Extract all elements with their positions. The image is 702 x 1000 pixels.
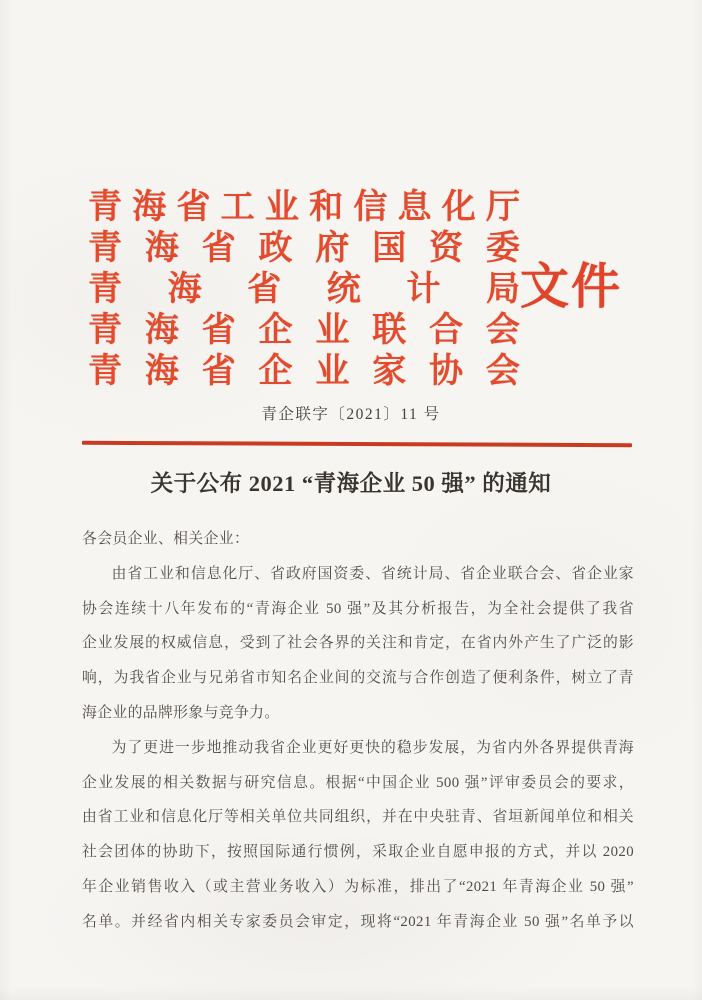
body-line: 海企业的品牌形象与竞争力。 xyxy=(82,704,280,721)
letterhead-org-line-4: 青 海 省 企 业 联 合 会 xyxy=(88,312,520,349)
red-separator-line xyxy=(82,441,632,447)
body-line: 企业发展的相关数据与研究信息。根据“中国企业 500 强”评审委员会的要求， xyxy=(82,774,634,791)
body-line: 名单。并经省内相关专家委员会审定，现将“2021 年青海企业 50 强”名单予以 xyxy=(82,913,634,930)
notice-title: 关于公布 2021 “青海企业 50 强” 的通知 xyxy=(150,471,552,496)
body-line: 社会团体的协助下，按照国际通行惯例，采取企业自愿申报的方式，并以 2020 xyxy=(82,844,634,861)
salutation-line: 各会员企业、相关企业： xyxy=(82,531,250,547)
body-line: 年企业销售收入（或主营业务收入）为标准，排出了“2021 年青海企业 50 强” xyxy=(82,878,634,895)
letterhead-org-line-3: 青 海 省 统 计 局 xyxy=(88,271,520,308)
body-line: 协会连续十八年发布的“青海企业 50 强”及其分析报告，为全社会提供了我省 xyxy=(82,600,634,617)
body-line: 由省工业和信息化厅等相关单位共同组织，并在中央驻青、省垣新闻单位和相关 xyxy=(82,809,634,826)
body-line: 响，为我省企业与兄弟省市知名企业间的交流与合作创造了便利条件，树立了青 xyxy=(82,670,634,687)
body-line: 由省工业和信息化厅、省政府国资委、省统计局、省企业联合会、省企业家 xyxy=(111,565,634,582)
letterhead xyxy=(88,183,520,388)
notice-body xyxy=(82,522,634,940)
doc-type-label: 文件 xyxy=(520,259,623,314)
body-line: 为了更进一步地推动我省企业更好更快的稳步发展，为省内外各界提供青海 xyxy=(111,739,634,756)
body-line: 企业发展的权威信息，受到了社会各界的关注和肯定，在省内外产生了广泛的影 xyxy=(82,635,634,652)
letterhead-org-line-2: 青 海 省 政 府 国 资 委 xyxy=(88,230,520,267)
letterhead-org-line-1: 青 海 省 工 业 和 信 息 化 厅 xyxy=(88,189,520,226)
doc-number: 青企联字〔2021〕11 号 xyxy=(261,406,441,423)
letterhead-org-line-5: 青 海 省 企 业 家 协 会 xyxy=(88,353,520,390)
